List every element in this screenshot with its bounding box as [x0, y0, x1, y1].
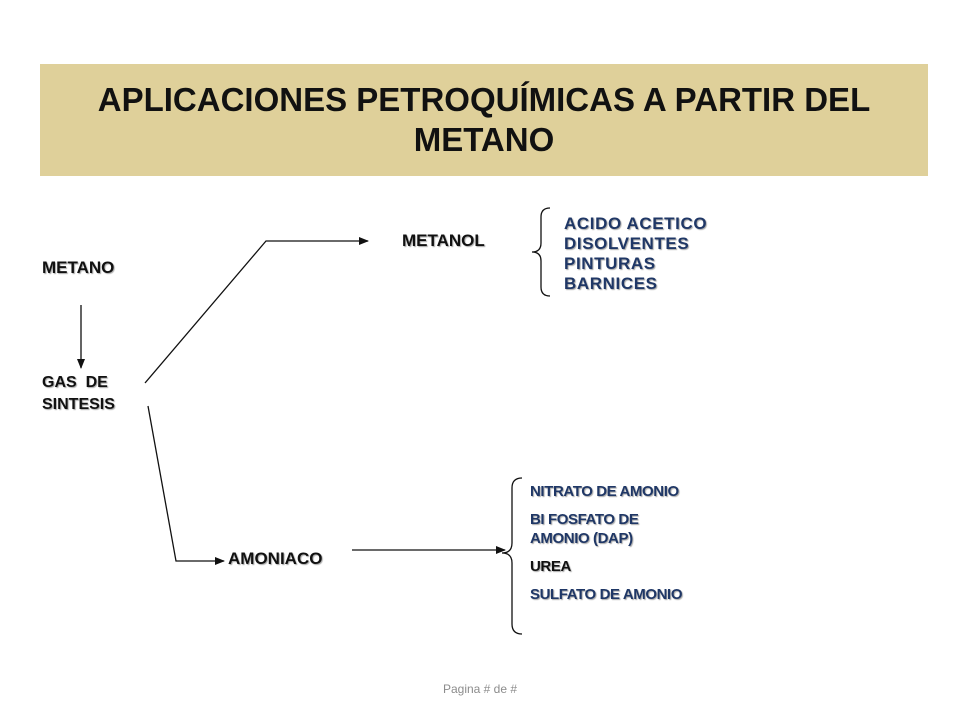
node-amoniaco: AMONIACO	[228, 549, 323, 568]
product-pinturas: PINTURAS	[564, 254, 656, 273]
metanol-products-list	[564, 214, 707, 294]
slide-title: APLICACIONES PETROQUÍMICAS A PARTIR DEL METANO	[97, 81, 871, 158]
product-nitrato-de-amonio: NITRATO DE AMONIO	[530, 483, 679, 500]
product-acido-acetico: ACIDO ACETICO	[564, 214, 708, 233]
brace-amoniaco-products	[502, 478, 522, 634]
node-gas-sintesis-line1: GAS DE	[42, 374, 108, 391]
node-metano: METANO	[42, 258, 115, 277]
product-bi-fosfato-de-amonio: BI FOSFATO DE AMONIO (DAP)	[530, 511, 639, 547]
arrow-gas-to-amoniaco	[148, 406, 224, 561]
page-footer: Pagina # de #	[442, 682, 518, 696]
brace-metanol-products	[532, 208, 550, 296]
node-gas-sintesis	[42, 372, 115, 416]
arrow-gas-to-metanol	[145, 241, 368, 383]
amoniaco-products-list	[530, 482, 760, 613]
node-gas-sintesis-line2: SINTESIS	[42, 396, 115, 413]
product-urea: UREA	[530, 558, 571, 575]
product-disolventes: DISOLVENTES	[564, 234, 690, 253]
product-sulfato-de-amonio: SULFATO DE AMONIO	[530, 586, 683, 603]
node-metanol: METANOL	[402, 231, 485, 250]
product-barnices: BARNICES	[564, 274, 658, 293]
